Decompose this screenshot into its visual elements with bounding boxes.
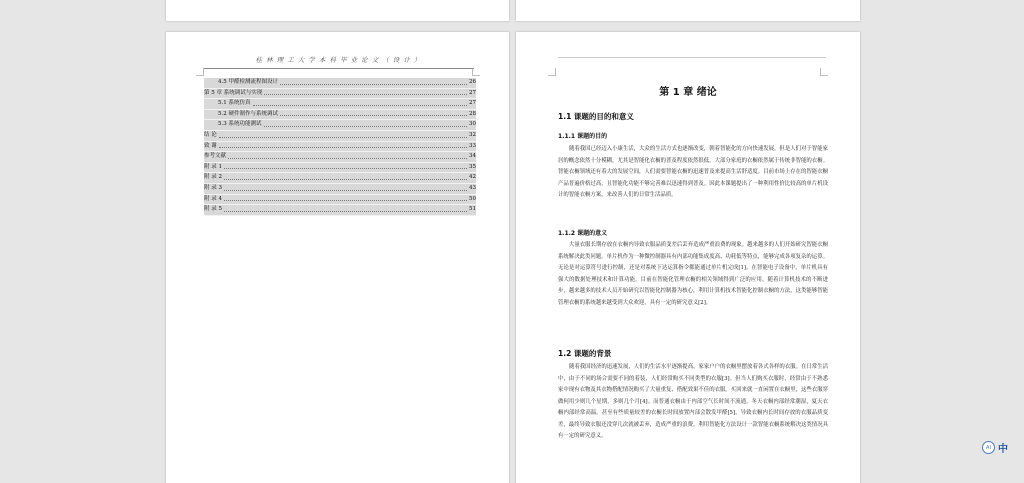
toc-leader-dots	[280, 115, 467, 116]
toc-leader-dots	[224, 211, 467, 212]
table-of-contents	[204, 78, 476, 216]
previous-page-right	[516, 0, 860, 21]
language-toggle[interactable]: 中	[998, 444, 1008, 455]
paragraph-purpose: 随着我国已经迈入小康生活，大众的生活方式也逐渐改变，朝着智能化的方向快速发展。但是人们对于智能家居的概念依然十分模糊，尤其是智能化衣橱的普及程度依然很低。大部分家庭的衣橱依然属于传统非智能的衣橱。智能衣橱领域还有着大的发展空间，人们需要智能衣橱的迅速普及来提高生活舒适度。目前市场上存在的智能衣橱产品普遍价格过高，且智能化功能不够完善难以迅速得到普及。因此本课题提出了一种利用性价比较高的单片机设计的智能衣橱方案，来改善人们的日常生活品质。	[558, 146, 828, 198]
paragraph-significance: 大量衣服长期存放在衣橱内导致衣服品质变差后丢弃造成严重浪费的现象。越来越多的人们开始研究智能衣橱系统解决此类问题。单片机作为一种微控制器具有内部功能集成度高、功耗低等特点，能够完成各项复杂的运算。无论是对运算符号进行控制，还是对系统下达运算指令都能通过单片机完成[1]。在智能电子设备中，单片机具有强大的数据处理技术和计算功能，目前在智能化管理衣橱的相关领域得到广泛的应用。随着计算机技术的不断进步，越来越多的技术人员开始研究以智能化控制器为核心，利用计算机技术智能化控制衣橱的方法，这类能够智能管理衣橱的系统越来越受到大众欢迎，具有一定的研究意义[2]。	[558, 242, 828, 306]
toc-entry-title: 4.5 甲醛检测流程图设计	[218, 79, 278, 85]
toc-entry-page: 28	[469, 110, 476, 117]
toc-entry-title: 结 论	[204, 131, 217, 138]
toc-entry-page: 35	[469, 163, 476, 170]
page-corner-mark	[472, 68, 480, 76]
toc-leader-dots	[264, 94, 467, 95]
toc-entry-title: 附 录 5	[204, 206, 222, 213]
toc-entry-page: 34	[469, 153, 476, 160]
section-heading-1-1-1: 1.1.1 课题的目的	[558, 133, 608, 140]
section-heading-1-2: 1.2 课题的背景	[558, 349, 612, 358]
toc-entry-title: 参考文献	[204, 153, 227, 160]
toc-leader-dots	[224, 168, 467, 169]
toc-leader-dots	[224, 200, 467, 201]
page-corner-mark	[196, 68, 204, 76]
toc-entry-title: 致 谢	[204, 142, 217, 149]
toc-leader-dots	[228, 158, 467, 159]
document-page-chapter1	[516, 32, 860, 483]
floating-toolbar	[982, 440, 1008, 455]
toc-entry-page: 51	[469, 206, 476, 213]
toc-entry[interactable]	[204, 205, 476, 216]
toc-entry-page: 42	[469, 174, 476, 181]
translate-badge-icon[interactable]: AI	[982, 441, 995, 454]
toc-leader-dots	[224, 190, 467, 191]
toc-entry-page: 43	[469, 184, 476, 191]
previous-page-left	[166, 0, 509, 21]
toc-entry-title: 5.2 硬件制作与系统调试	[218, 110, 278, 117]
header-rule	[204, 68, 474, 69]
section-heading-1-1-2: 1.1.2 课题的意义	[558, 230, 608, 237]
toc-entry-title: 附 录 2	[204, 174, 222, 181]
toc-entry[interactable]	[204, 152, 476, 163]
toc-entry-title: 附 录 4	[204, 195, 222, 202]
toc-leader-dots	[280, 84, 467, 85]
section-heading-1-1: 1.1 课题的目的和意义	[558, 112, 634, 121]
toc-entry[interactable]	[204, 163, 476, 174]
toc-entry-page: 27	[469, 89, 476, 96]
page-header: 桂 林 理 工 大 学 本 科 毕 业 论 文 （ 设 计 ）	[255, 56, 422, 64]
toc-entry-title: 附 录 3	[204, 184, 222, 191]
toc-entry-page: 33	[469, 142, 476, 149]
page-corner-mark	[820, 68, 828, 76]
toc-entry[interactable]	[204, 173, 476, 184]
header-rule	[558, 57, 826, 58]
paragraph-background: 随着我国经济的迅速发展，人们的生活水平逐渐提高，家家户户的衣橱里摆放着各式各样的衣服。在日常生活中，由于不同的场合需要不同的着装，人们经常购买不同类型的衣服[3]。但当人们购买衣服时，经常由于不熟悉家中现有衣物及其衣物搭配情况购买了大量重复、搭配效果不佳的衣服。买回来就一直闲置在衣橱里，这些衣服穿做何用少则几个星期，多则几个月[4]。而普通衣橱由于内部空气长时间不流通，冬天衣橱内部经常潮湿，夏天衣橱内部经常高温。甚至有些质量较差的衣橱长时间放置内部会散发甲醛[5]。导致衣橱内长时间存放的衣服品质变差，最终导致衣服还没穿几次就被丢弃，造成严重的浪费。利用智能化方法设计一款智能衣橱系统解决这类情况具有一定的研究意义。	[558, 364, 828, 439]
chapter-title: 第 1 章 绪论	[659, 87, 717, 98]
toc-entry-title: 第 5 章 系统调试与实现	[204, 89, 263, 96]
toc-entry[interactable]	[204, 142, 476, 153]
toc-entry-title: 5.1 系统仿真	[218, 100, 251, 107]
document-page-toc	[166, 32, 509, 483]
toc-leader-dots	[264, 126, 468, 127]
toc-leader-dots	[224, 179, 467, 180]
toc-entry-page: 26	[469, 79, 476, 85]
toc-entry-page: 30	[469, 121, 476, 128]
toc-entry-page: 27	[469, 100, 476, 107]
toc-leader-dots	[253, 105, 468, 106]
toc-entry[interactable]	[204, 184, 476, 195]
toc-leader-dots	[219, 147, 467, 148]
toc-entry[interactable]	[204, 120, 476, 131]
toc-entry-title: 5.3 系统功能测试	[218, 121, 262, 128]
toc-entry-title: 附 录 1	[204, 163, 222, 170]
toc-entry[interactable]	[204, 195, 476, 206]
toc-entry[interactable]	[204, 131, 476, 142]
page-corner-mark	[548, 68, 556, 76]
toc-entry-page: 32	[469, 131, 476, 138]
toc-entry-page: 50	[469, 195, 476, 202]
toc-leader-dots	[219, 137, 467, 138]
